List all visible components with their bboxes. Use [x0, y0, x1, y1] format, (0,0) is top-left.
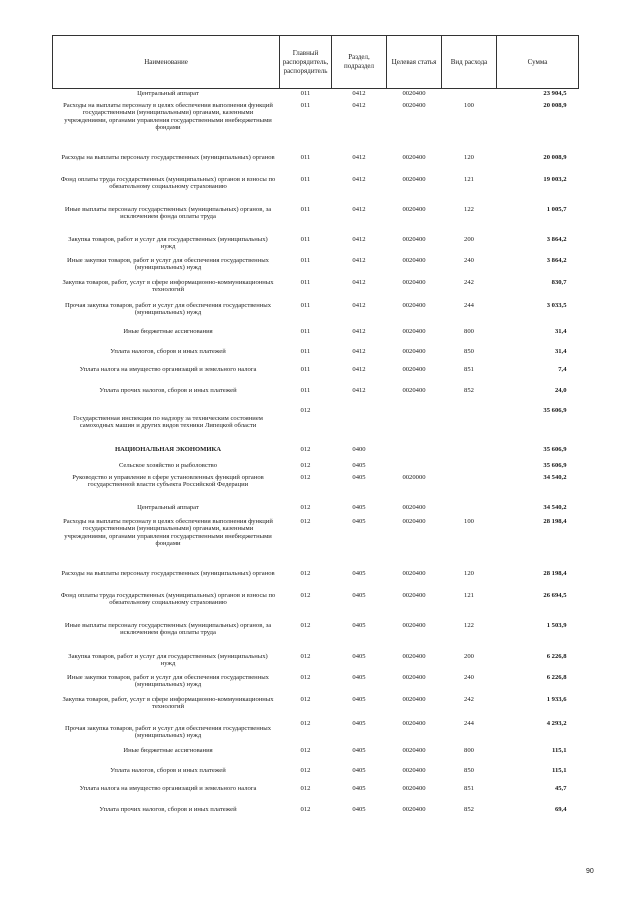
cell-grbs: 012 [300, 621, 311, 629]
cell-grbs: 011 [300, 278, 311, 286]
cell-name: Государственная инспекция по надзору за техническим состоянием самоходных машин и других видов техники Липецкой области [73, 414, 263, 430]
table-body [53, 89, 579, 825]
cell-grbs: 012 [300, 503, 311, 511]
cell-type [442, 461, 497, 473]
cell-grbs: 012 [300, 461, 311, 469]
cell-sum: 28 198,4 [543, 569, 567, 577]
cell-section: 0412 [352, 278, 366, 286]
cell-target: 0020400 [402, 517, 426, 525]
cell-target: 0020400 [402, 235, 426, 243]
cell-type: 121 [464, 175, 474, 183]
cell-name: Уплата налогов, сборов и иных платежей [110, 347, 226, 355]
cell-sum: 3 864,2 [546, 235, 567, 243]
cell-grbs: 011 [300, 365, 311, 373]
table-row [53, 503, 579, 517]
cell-type: 850 [464, 347, 474, 355]
cell-name: Расходы на выплаты персоналу государственных (муниципальных) органов [61, 569, 275, 577]
cell-section: 0405 [352, 695, 366, 703]
cell-name: Закупка товаров, работ и услуг для государственных (муниципальных) нужд [68, 235, 268, 251]
cell-sum: 20 008,9 [543, 101, 567, 109]
cell-name: Расходы на выплаты персоналу в целях обеспечения выполнения функций государственными (муниципальными) органами, казенными учреждениями, органами управления государственными внебюджетными фондами [63, 517, 273, 548]
cell-section: 0412 [352, 365, 366, 373]
cell-section: 0405 [352, 621, 366, 629]
cell-section: 0405 [352, 766, 366, 774]
cell-sum: 45,7 [554, 784, 567, 792]
cell-name: Фонд оплаты труда государственных (муниципальных) органов и взносы по обязательному социальному страхованию [60, 175, 276, 191]
table-row [53, 695, 579, 719]
cell-name: Иные выплаты персоналу государственных (муниципальных) органов, за исключением фонда оплаты труда [64, 621, 272, 637]
cell-section: 0405 [352, 569, 366, 577]
cell-target: 0020400 [402, 347, 426, 355]
cell-grbs: 012 [300, 784, 311, 792]
table-row [53, 89, 579, 101]
cell-name: Уплата прочих налогов, сборов и иных платежей [99, 386, 237, 394]
cell-target [387, 461, 442, 473]
cell-name: Прочая закупка товаров, работ и услуг для обеспечения государственных (муниципальных) нужд [64, 301, 272, 317]
cell-name: Центральный аппарат [137, 503, 199, 511]
table-row [53, 278, 579, 301]
cell-sum: 23 904,5 [543, 90, 567, 97]
cell-sum: 31,4 [554, 347, 567, 355]
cell-target: 0020400 [402, 327, 426, 335]
cell-type: 851 [464, 784, 474, 792]
cell-target: 0020400 [402, 591, 426, 599]
cell-name: Закупка товаров, работ и услуг для государственных (муниципальных) нужд [68, 652, 268, 668]
cell-type: 852 [464, 805, 474, 813]
cell-grbs: 012 [300, 719, 311, 727]
table-row [53, 365, 579, 386]
cell-type: 100 [464, 101, 474, 109]
cell-sum: 6 226,8 [546, 673, 567, 681]
cell-grbs: 012 [300, 591, 311, 599]
table-row [53, 256, 579, 278]
cell-grbs: 011 [300, 301, 311, 309]
cell-target [387, 406, 442, 445]
cell-target: 0020400 [402, 365, 426, 373]
cell-target: 0020400 [402, 746, 426, 754]
cell-sum: 115,1 [552, 746, 567, 754]
cell-section: 0405 [352, 591, 366, 599]
cell-section: 0400 [352, 445, 366, 453]
cell-grbs: 011 [300, 256, 311, 264]
cell-name: Иные закупки товаров, работ и услуг для обеспечения государственных (муниципальных) нужд [67, 673, 269, 689]
cell-section: 0412 [352, 101, 366, 109]
cell-section [332, 406, 387, 445]
cell-section: 0412 [352, 153, 366, 161]
table-row [53, 205, 579, 235]
cell-name: Расходы на выплаты персоналу в целях обеспечения выполнения функций государственными (муниципальными) органами, казенными учреждениями, органами управления государственными внебюджетными фондами [63, 101, 273, 132]
cell-sum: 24,0 [554, 386, 567, 394]
cell-section: 0412 [352, 386, 366, 394]
cell-target: 0020400 [402, 205, 426, 213]
budget-table-page [52, 35, 578, 825]
table-row [53, 591, 579, 621]
cell-type: 122 [464, 621, 474, 629]
cell-name: Иные бюджетные ассигнования [123, 746, 213, 754]
cell-sum: 34 540,2 [543, 503, 567, 511]
table-row [53, 301, 579, 327]
cell-section: 0412 [352, 327, 366, 335]
cell-name: Закупка товаров, работ, услуг в сфере информационно-коммуникационных технологий [62, 695, 274, 711]
cell-type: 244 [464, 301, 474, 309]
table-row [53, 746, 579, 766]
cell-type: 242 [464, 278, 474, 286]
cell-target: 0020400 [402, 90, 426, 97]
cell-target [387, 445, 442, 461]
page-number: 90 [586, 868, 594, 875]
cell-grbs: 012 [300, 746, 311, 754]
cell-grbs: 012 [300, 766, 311, 774]
cell-name: Уплата налогов, сборов и иных платежей [110, 766, 226, 774]
table-row [53, 652, 579, 673]
table-row [53, 673, 579, 695]
cell-grbs: 012 [300, 673, 311, 681]
cell-type: 100 [464, 517, 474, 525]
cell-name: Центральный аппарат [137, 90, 199, 97]
cell-target: 0020400 [402, 621, 426, 629]
cell-section: 0405 [352, 719, 366, 727]
cell-type: 122 [464, 205, 474, 213]
cell-target: 0020400 [402, 153, 426, 161]
cell-target: 0020400 [402, 766, 426, 774]
table-row [53, 784, 579, 805]
cell-grbs: 011 [300, 205, 311, 213]
cell-target: 0020400 [402, 673, 426, 681]
cell-type: 240 [464, 256, 474, 264]
cell-section: 0412 [352, 256, 366, 264]
cell-name: Иные бюджетные ассигнования [123, 327, 213, 335]
cell-sum: 7,4 [558, 365, 567, 373]
table-row [53, 461, 579, 473]
cell-name: Уплата налога на имущество организаций и земельного налога [79, 784, 257, 792]
header-grbs: Главный распорядитель, распорядитель [280, 36, 332, 89]
cell-section: 0405 [352, 517, 366, 525]
cell-type: 852 [464, 386, 474, 394]
cell-grbs: 011 [300, 175, 311, 183]
cell-grbs: 012 [300, 805, 311, 813]
cell-section: 0405 [352, 461, 366, 469]
cell-type: 120 [464, 153, 474, 161]
header-type: Вид расхода [442, 36, 497, 89]
table-row [53, 386, 579, 406]
cell-type: 800 [464, 746, 474, 754]
cell-sum: 6 226,8 [546, 652, 567, 660]
cell-sum: 3 033,5 [546, 301, 567, 309]
header-sum: Сумма [497, 36, 579, 89]
cell-name: Иные закупки товаров, работ и услуг для обеспечения государственных (муниципальных) нужд [67, 256, 269, 272]
table-row [53, 719, 579, 746]
cell-target: 0020400 [402, 569, 426, 577]
cell-section: 0412 [352, 347, 366, 355]
cell-grbs: 012 [300, 652, 311, 660]
cell-type [442, 89, 497, 101]
table-row [53, 406, 579, 445]
cell-name: Закупка товаров, работ, услуг в сфере информационно-коммуникационных технологий [62, 278, 274, 294]
table-row [53, 101, 579, 153]
table-row [53, 153, 579, 175]
table-row [53, 569, 579, 591]
cell-grbs: 012 [300, 445, 311, 453]
cell-grbs: 011 [300, 235, 311, 243]
cell-target: 0020400 [402, 719, 426, 727]
cell-type: 121 [464, 591, 474, 599]
cell-section: 0412 [352, 90, 366, 97]
cell-target: 0020400 [402, 278, 426, 286]
cell-section: 0405 [352, 503, 366, 511]
cell-grbs: 011 [300, 386, 311, 394]
cell-target: 0020400 [402, 503, 426, 511]
table-row [53, 473, 579, 503]
cell-type: 850 [464, 766, 474, 774]
cell-type: 242 [464, 695, 474, 703]
cell-grbs: 011 [300, 347, 311, 355]
cell-type: 200 [464, 652, 474, 660]
cell-type: 120 [464, 569, 474, 577]
cell-name: НАЦИОНАЛЬНАЯ ЭКОНОМИКА [114, 445, 222, 453]
table-row [53, 347, 579, 365]
header-target: Целевая статья [387, 36, 442, 89]
cell-sum: 3 864,2 [546, 256, 567, 264]
cell-sum: 115,1 [552, 766, 567, 774]
table-row [53, 517, 579, 569]
cell-sum: 34 540,2 [543, 473, 567, 481]
cell-type: 200 [464, 235, 474, 243]
cell-section: 0412 [352, 235, 366, 243]
cell-grbs: 012 [300, 473, 311, 481]
cell-type [442, 473, 497, 503]
cell-type: 240 [464, 673, 474, 681]
cell-section: 0405 [352, 473, 366, 481]
cell-grbs: 011 [300, 90, 311, 97]
cell-sum: 1 503,9 [546, 621, 567, 629]
cell-name: Уплата прочих налогов, сборов и иных платежей [99, 805, 237, 813]
cell-target: 0020400 [402, 695, 426, 703]
cell-section: 0412 [352, 205, 366, 213]
cell-type [442, 503, 497, 517]
cell-name: Прочая закупка товаров, работ и услуг для обеспечения государственных (муниципальных) нужд [64, 724, 272, 740]
cell-grbs: 012 [300, 517, 311, 525]
cell-section: 0405 [352, 673, 366, 681]
cell-section: 0412 [352, 301, 366, 309]
cell-section: 0405 [352, 746, 366, 754]
cell-sum: 31,4 [554, 327, 567, 335]
cell-target: 0020400 [402, 301, 426, 309]
cell-sum: 19 003,2 [543, 175, 567, 183]
cell-section: 0405 [352, 784, 366, 792]
cell-name: Фонд оплаты труда государственных (муниципальных) органов и взносы по обязательному социальному страхованию [60, 591, 276, 607]
cell-section: 0405 [352, 652, 366, 660]
table-header-row [53, 36, 579, 89]
cell-target: 0020400 [402, 652, 426, 660]
cell-grbs: 012 [300, 569, 311, 577]
cell-sum: 69,4 [554, 805, 567, 813]
header-name: Наименование [53, 36, 280, 89]
cell-sum: 35 606,9 [543, 445, 567, 453]
cell-name: Расходы на выплаты персоналу государственных (муниципальных) органов [61, 153, 275, 161]
cell-target: 0020400 [402, 175, 426, 183]
cell-target: 0020400 [402, 784, 426, 792]
cell-target: 0020000 [402, 473, 426, 481]
cell-grbs: 011 [300, 101, 311, 109]
cell-sum: 20 008,9 [543, 153, 567, 161]
cell-section: 0412 [352, 175, 366, 183]
cell-sum: 35 606,9 [543, 461, 567, 469]
cell-type: 800 [464, 327, 474, 335]
cell-type [442, 445, 497, 461]
table-row [53, 805, 579, 825]
cell-grbs: 011 [300, 327, 311, 335]
cell-section: 0405 [352, 805, 366, 813]
cell-target: 0020400 [402, 386, 426, 394]
cell-sum: 26 694,5 [543, 591, 567, 599]
cell-sum: 35 606,9 [543, 406, 567, 414]
cell-type: 851 [464, 365, 474, 373]
budget-table [52, 35, 579, 825]
cell-sum: 28 198,4 [543, 517, 567, 525]
cell-target: 0020400 [402, 805, 426, 813]
cell-grbs: 011 [300, 153, 311, 161]
cell-sum: 830,7 [551, 278, 567, 286]
cell-target: 0020400 [402, 256, 426, 264]
cell-target: 0020400 [402, 101, 426, 109]
cell-sum: 1 005,7 [546, 205, 567, 213]
table-row [53, 327, 579, 347]
cell-name: Иные выплаты персоналу государственных (муниципальных) органов, за исключением фонда оплаты труда [64, 205, 272, 221]
cell-sum: 1 933,6 [546, 695, 567, 703]
table-row [53, 766, 579, 784]
cell-grbs: 012 [300, 695, 311, 703]
table-row [53, 621, 579, 652]
header-section: Раздел, подраздел [332, 36, 387, 89]
table-row [53, 175, 579, 205]
cell-name: Уплата налога на имущество организаций и земельного налога [79, 365, 257, 373]
cell-name: Руководство и управление в сфере установленных функций органов государственной власти субъекта Российской Федерации [72, 473, 264, 489]
cell-type: 244 [464, 719, 474, 727]
table-row [53, 445, 579, 461]
cell-grbs: 012 [300, 406, 311, 414]
table-row [53, 235, 579, 256]
cell-type [442, 406, 497, 445]
cell-sum: 4 293,2 [546, 719, 567, 727]
cell-name: Сельское хозяйство и рыболовство [118, 461, 218, 469]
